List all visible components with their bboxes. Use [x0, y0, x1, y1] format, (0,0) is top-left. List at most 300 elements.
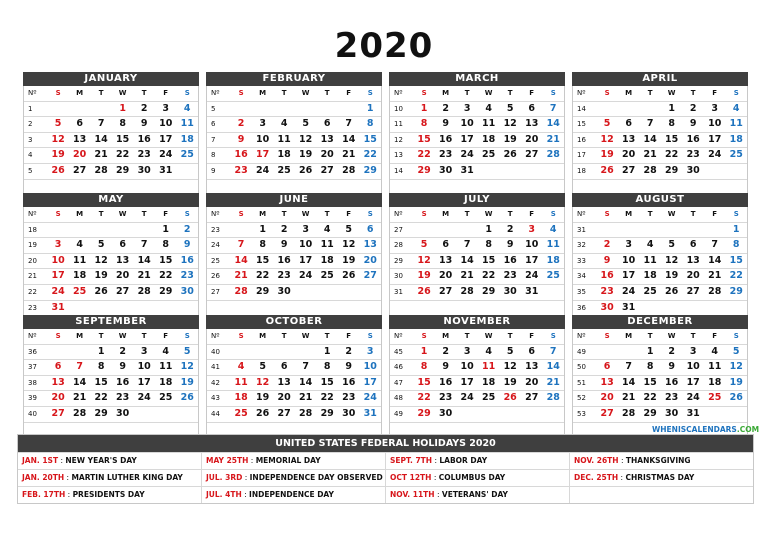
day-cell[interactable]: 4 [323, 223, 331, 235]
day-cell[interactable]: 24 [159, 149, 173, 161]
day-cell[interactable]: 31 [525, 285, 539, 297]
day-cell[interactable]: 14 [622, 376, 636, 388]
day-cell[interactable]: 12 [94, 254, 108, 266]
day-cell[interactable]: 29 [417, 164, 431, 176]
day-cell[interactable]: 29 [729, 285, 743, 297]
day-cell[interactable]: 28 [643, 164, 657, 176]
day-cell[interactable]: 7 [711, 239, 718, 251]
day-cell[interactable]: 5 [183, 345, 191, 357]
day-cell[interactable]: 2 [506, 223, 514, 235]
day-cell[interactable]: 1 [420, 102, 428, 114]
day-cell[interactable]: 18 [729, 133, 743, 145]
day-cell[interactable]: 25 [482, 392, 496, 404]
day-cell[interactable]: 13 [622, 133, 636, 145]
day-cell[interactable]: 16 [686, 133, 700, 145]
day-cell[interactable]: 23 [342, 392, 356, 404]
day-cell[interactable]: 20 [686, 270, 700, 282]
day-cell[interactable]: 19 [503, 376, 517, 388]
day-cell[interactable]: 26 [299, 164, 313, 176]
day-cell[interactable]: 29 [665, 164, 679, 176]
day-cell[interactable]: 19 [256, 392, 270, 404]
day-cell[interactable]: 11 [643, 254, 657, 266]
day-cell[interactable]: 19 [299, 149, 313, 161]
day-cell[interactable]: 1 [485, 223, 492, 235]
day-cell[interactable]: 30 [342, 407, 356, 419]
day-cell[interactable]: 11 [234, 376, 248, 388]
day-cell[interactable]: 6 [280, 361, 288, 373]
day-cell[interactable]: 28 [299, 407, 313, 419]
day-cell[interactable]: 17 [159, 133, 173, 145]
day-cell[interactable]: 1 [162, 223, 169, 235]
day-cell[interactable]: 28 [342, 164, 356, 176]
day-cell[interactable]: 13 [439, 254, 453, 266]
day-cell[interactable]: 24 [460, 392, 474, 404]
day-cell[interactable]: 1 [732, 223, 740, 235]
day-cell[interactable]: 21 [546, 376, 560, 388]
day-cell[interactable]: 23 [116, 392, 130, 404]
day-cell[interactable]: 2 [442, 102, 449, 114]
day-cell[interactable]: 17 [51, 270, 65, 282]
day-cell[interactable]: 1 [259, 223, 266, 235]
day-cell[interactable]: 4 [646, 239, 654, 251]
day-cell[interactable]: 21 [708, 270, 722, 282]
day-cell[interactable]: 21 [546, 133, 560, 145]
day-cell[interactable]: 10 [256, 133, 270, 145]
day-cell[interactable]: 19 [600, 149, 614, 161]
day-cell[interactable]: 6 [603, 361, 611, 373]
day-cell[interactable]: 23 [439, 149, 453, 161]
day-cell[interactable]: 10 [686, 361, 700, 373]
day-cell[interactable]: 26 [94, 285, 108, 297]
day-cell[interactable]: 17 [299, 254, 313, 266]
day-cell[interactable]: 28 [546, 149, 560, 161]
day-cell[interactable]: 23 [277, 270, 291, 282]
day-cell[interactable]: 11 [729, 118, 743, 130]
day-cell[interactable]: 29 [116, 164, 130, 176]
day-cell[interactable]: 27 [686, 285, 700, 297]
day-cell[interactable]: 15 [94, 376, 108, 388]
day-cell[interactable]: 21 [622, 392, 636, 404]
day-cell[interactable]: 3 [259, 118, 266, 130]
day-cell[interactable]: 7 [140, 239, 148, 251]
day-cell[interactable]: 29 [482, 285, 496, 297]
day-cell[interactable]: 22 [320, 392, 334, 404]
day-cell[interactable]: 24 [137, 392, 151, 404]
day-cell[interactable]: 10 [363, 361, 377, 373]
day-cell[interactable]: 18 [708, 376, 722, 388]
day-cell[interactable]: 6 [689, 239, 697, 251]
day-cell[interactable]: 15 [159, 254, 173, 266]
day-cell[interactable]: 13 [116, 254, 130, 266]
day-cell[interactable]: 22 [116, 149, 130, 161]
day-cell[interactable]: 18 [546, 254, 560, 266]
day-cell[interactable]: 26 [256, 407, 270, 419]
day-cell[interactable]: 31 [51, 301, 65, 313]
day-cell[interactable]: 27 [363, 270, 377, 282]
day-cell[interactable]: 4 [549, 223, 557, 235]
day-cell[interactable]: 13 [320, 133, 334, 145]
day-cell[interactable]: 10 [460, 361, 474, 373]
day-cell[interactable]: 2 [689, 102, 697, 114]
day-cell[interactable]: 31 [686, 407, 700, 419]
day-cell[interactable]: 4 [485, 345, 492, 357]
day-cell[interactable]: 24 [51, 285, 65, 297]
day-cell[interactable]: 16 [503, 254, 517, 266]
day-cell[interactable]: 12 [729, 361, 743, 373]
day-cell[interactable]: 11 [546, 239, 560, 251]
day-cell[interactable]: 12 [600, 133, 614, 145]
day-cell[interactable]: 14 [708, 254, 722, 266]
day-cell[interactable]: 15 [320, 376, 334, 388]
day-cell[interactable]: 4 [183, 102, 191, 114]
day-cell[interactable]: 19 [729, 376, 743, 388]
day-cell[interactable]: 11 [73, 254, 87, 266]
day-cell[interactable]: 30 [686, 164, 700, 176]
day-cell[interactable]: 29 [417, 407, 431, 419]
day-cell[interactable]: 7 [646, 118, 654, 130]
day-cell[interactable]: 22 [159, 270, 173, 282]
day-cell[interactable]: 20 [116, 270, 130, 282]
day-cell[interactable]: 17 [525, 254, 539, 266]
day-cell[interactable]: 6 [528, 345, 535, 357]
day-cell[interactable]: 15 [643, 376, 657, 388]
day-cell[interactable]: 9 [442, 118, 449, 130]
day-cell[interactable]: 28 [234, 285, 248, 297]
day-cell[interactable]: 14 [94, 133, 108, 145]
day-cell[interactable]: 14 [643, 133, 657, 145]
day-cell[interactable]: 28 [708, 285, 722, 297]
day-cell[interactable]: 15 [729, 254, 743, 266]
day-cell[interactable]: 16 [137, 133, 151, 145]
day-cell[interactable]: 8 [485, 239, 492, 251]
day-cell[interactable]: 26 [600, 164, 614, 176]
day-cell[interactable]: 30 [439, 164, 453, 176]
day-cell[interactable]: 3 [528, 223, 535, 235]
day-cell[interactable]: 19 [342, 254, 356, 266]
day-cell[interactable]: 26 [51, 164, 65, 176]
day-cell[interactable]: 12 [256, 376, 270, 388]
day-cell[interactable]: 13 [73, 133, 87, 145]
day-cell[interactable]: 12 [299, 133, 313, 145]
day-cell[interactable]: 21 [137, 270, 151, 282]
day-cell[interactable]: 16 [234, 149, 248, 161]
day-cell[interactable]: 1 [420, 345, 428, 357]
day-cell[interactable]: 20 [525, 133, 539, 145]
day-cell[interactable]: 22 [94, 392, 108, 404]
day-cell[interactable]: 9 [237, 133, 245, 145]
day-cell[interactable]: 9 [603, 254, 611, 266]
day-cell[interactable]: 22 [482, 270, 496, 282]
day-cell[interactable]: 9 [345, 361, 352, 373]
watermark[interactable] [652, 425, 759, 434]
day-cell[interactable]: 17 [708, 133, 722, 145]
day-cell[interactable]: 4 [485, 102, 492, 114]
day-cell[interactable]: 27 [525, 149, 539, 161]
day-cell[interactable]: 19 [665, 270, 679, 282]
day-cell[interactable]: 20 [622, 149, 636, 161]
day-cell[interactable]: 3 [140, 345, 148, 357]
day-cell[interactable]: 29 [363, 164, 377, 176]
day-cell[interactable]: 18 [482, 133, 496, 145]
day-cell[interactable]: 23 [665, 392, 679, 404]
day-cell[interactable]: 18 [73, 270, 87, 282]
day-cell[interactable]: 9 [280, 239, 288, 251]
day-cell[interactable]: 16 [600, 270, 614, 282]
day-cell[interactable]: 18 [180, 133, 194, 145]
day-cell[interactable]: 8 [420, 361, 428, 373]
day-cell[interactable]: 20 [51, 392, 65, 404]
day-cell[interactable]: 24 [525, 270, 539, 282]
day-cell[interactable]: 30 [116, 407, 130, 419]
day-cell[interactable]: 28 [73, 407, 87, 419]
day-cell[interactable]: 10 [159, 118, 173, 130]
day-cell[interactable]: 24 [256, 164, 270, 176]
day-cell[interactable]: 25 [320, 270, 334, 282]
day-cell[interactable]: 10 [51, 254, 65, 266]
day-cell[interactable]: 10 [525, 239, 539, 251]
day-cell[interactable]: 27 [525, 392, 539, 404]
day-cell[interactable]: 24 [622, 285, 636, 297]
day-cell[interactable]: 11 [180, 118, 194, 130]
day-cell[interactable]: 15 [665, 133, 679, 145]
day-cell[interactable]: 15 [116, 133, 130, 145]
day-cell[interactable]: 14 [546, 118, 560, 130]
day-cell[interactable]: 12 [503, 118, 517, 130]
day-cell[interactable]: 6 [323, 118, 331, 130]
day-cell[interactable]: 8 [366, 118, 374, 130]
day-cell[interactable]: 13 [525, 118, 539, 130]
day-cell[interactable]: 3 [366, 345, 374, 357]
day-cell[interactable]: 18 [643, 270, 657, 282]
day-cell[interactable]: 11 [320, 239, 334, 251]
day-cell[interactable]: 17 [460, 133, 474, 145]
day-cell[interactable]: 5 [603, 118, 611, 130]
day-cell[interactable]: 27 [600, 407, 614, 419]
day-cell[interactable]: 15 [417, 376, 431, 388]
day-cell[interactable]: 27 [439, 285, 453, 297]
day-cell[interactable]: 8 [732, 239, 740, 251]
day-cell[interactable]: 21 [643, 149, 657, 161]
day-cell[interactable]: 7 [625, 361, 632, 373]
day-cell[interactable]: 16 [439, 133, 453, 145]
day-cell[interactable]: 18 [482, 376, 496, 388]
day-cell[interactable]: 29 [256, 285, 270, 297]
day-cell[interactable]: 7 [463, 239, 471, 251]
day-cell[interactable]: 13 [600, 376, 614, 388]
day-cell[interactable]: 5 [259, 361, 266, 373]
day-cell[interactable]: 15 [482, 254, 496, 266]
day-cell[interactable]: 17 [622, 270, 636, 282]
day-cell[interactable]: 13 [277, 376, 291, 388]
day-cell[interactable]: 28 [546, 392, 560, 404]
day-cell[interactable]: 27 [116, 285, 130, 297]
day-cell[interactable]: 14 [342, 133, 356, 145]
day-cell[interactable]: 15 [417, 133, 431, 145]
day-cell[interactable]: 10 [460, 118, 474, 130]
day-cell[interactable]: 25 [546, 270, 560, 282]
day-cell[interactable]: 8 [119, 118, 126, 130]
day-cell[interactable]: 14 [299, 376, 313, 388]
day-cell[interactable]: 20 [439, 270, 453, 282]
day-cell[interactable]: 22 [665, 149, 679, 161]
day-cell[interactable]: 10 [708, 118, 722, 130]
day-cell[interactable]: 31 [159, 164, 173, 176]
day-cell[interactable]: 16 [342, 376, 356, 388]
day-cell[interactable]: 25 [180, 149, 194, 161]
day-cell[interactable]: 9 [506, 239, 514, 251]
day-cell[interactable]: 16 [116, 376, 130, 388]
day-cell[interactable]: 2 [668, 345, 675, 357]
day-cell[interactable]: 26 [665, 285, 679, 297]
day-cell[interactable]: 25 [73, 285, 87, 297]
day-cell[interactable]: 14 [73, 376, 87, 388]
day-cell[interactable]: 10 [137, 361, 151, 373]
day-cell[interactable]: 21 [342, 149, 356, 161]
day-cell[interactable]: 21 [460, 270, 474, 282]
day-cell[interactable]: 28 [94, 164, 108, 176]
day-cell[interactable]: 23 [180, 270, 194, 282]
day-cell[interactable]: 14 [137, 254, 151, 266]
day-cell[interactable]: 28 [460, 285, 474, 297]
day-cell[interactable]: 14 [546, 361, 560, 373]
day-cell[interactable]: 3 [463, 345, 471, 357]
day-cell[interactable]: 11 [708, 361, 722, 373]
day-cell[interactable]: 16 [439, 376, 453, 388]
day-cell[interactable]: 5 [345, 223, 352, 235]
day-cell[interactable]: 17 [686, 376, 700, 388]
day-cell[interactable]: 26 [342, 270, 356, 282]
day-cell[interactable]: 30 [600, 301, 614, 313]
day-cell[interactable]: 20 [363, 254, 377, 266]
day-cell[interactable]: 25 [159, 392, 173, 404]
day-cell[interactable]: 24 [460, 149, 474, 161]
day-cell[interactable]: 20 [600, 392, 614, 404]
day-cell[interactable]: 26 [503, 149, 517, 161]
day-cell[interactable]: 30 [439, 407, 453, 419]
day-cell[interactable]: 16 [665, 376, 679, 388]
day-cell[interactable]: 14 [460, 254, 474, 266]
day-cell[interactable]: 5 [54, 118, 62, 130]
day-cell[interactable]: 8 [323, 361, 331, 373]
day-cell[interactable]: 2 [442, 345, 449, 357]
day-cell[interactable]: 24 [299, 270, 313, 282]
day-cell[interactable]: 30 [277, 285, 291, 297]
day-cell[interactable]: 22 [417, 392, 431, 404]
day-cell[interactable]: 7 [302, 361, 309, 373]
day-cell[interactable]: 21 [299, 392, 313, 404]
day-cell[interactable]: 2 [280, 223, 288, 235]
day-cell[interactable]: 22 [643, 392, 657, 404]
day-cell[interactable]: 20 [277, 392, 291, 404]
day-cell[interactable]: 23 [234, 164, 248, 176]
day-cell[interactable]: 18 [159, 376, 173, 388]
day-cell[interactable]: 26 [417, 285, 431, 297]
day-cell[interactable]: 29 [159, 285, 173, 297]
day-cell[interactable]: 25 [708, 392, 722, 404]
day-cell[interactable]: 16 [180, 254, 194, 266]
day-cell[interactable]: 9 [442, 361, 449, 373]
day-cell[interactable]: 6 [54, 361, 62, 373]
day-cell[interactable]: 30 [665, 407, 679, 419]
day-cell[interactable]: 20 [73, 149, 87, 161]
day-cell[interactable]: 7 [549, 102, 557, 114]
day-cell[interactable]: 26 [180, 392, 194, 404]
day-cell[interactable]: 18 [320, 254, 334, 266]
day-cell[interactable]: 23 [600, 285, 614, 297]
day-cell[interactable]: 7 [237, 239, 245, 251]
day-cell[interactable]: 3 [162, 102, 169, 114]
day-cell[interactable]: 25 [234, 407, 248, 419]
day-cell[interactable]: 21 [234, 270, 248, 282]
day-cell[interactable]: 7 [345, 118, 352, 130]
day-cell[interactable]: 31 [622, 301, 636, 313]
day-cell[interactable]: 21 [94, 149, 108, 161]
day-cell[interactable]: 26 [503, 392, 517, 404]
day-cell[interactable]: 7 [76, 361, 83, 373]
day-cell[interactable]: 22 [256, 270, 270, 282]
day-cell[interactable]: 8 [259, 239, 266, 251]
day-cell[interactable]: 18 [277, 149, 291, 161]
day-cell[interactable]: 9 [668, 361, 675, 373]
day-cell[interactable]: 2 [345, 345, 352, 357]
day-cell[interactable]: 18 [234, 392, 248, 404]
day-cell[interactable]: 2 [603, 239, 611, 251]
day-cell[interactable]: 8 [162, 239, 169, 251]
day-cell[interactable]: 4 [76, 239, 83, 251]
day-cell[interactable]: 23 [439, 392, 453, 404]
day-cell[interactable]: 30 [137, 164, 151, 176]
day-cell[interactable]: 6 [625, 118, 632, 130]
day-cell[interactable]: 25 [482, 149, 496, 161]
day-cell[interactable]: 22 [729, 270, 743, 282]
day-cell[interactable]: 17 [137, 376, 151, 388]
day-cell[interactable]: 3 [711, 102, 718, 114]
day-cell[interactable]: 11 [277, 133, 291, 145]
day-cell[interactable]: 7 [549, 345, 557, 357]
day-cell[interactable]: 21 [73, 392, 87, 404]
day-cell[interactable]: 4 [237, 361, 245, 373]
day-cell[interactable]: 12 [417, 254, 431, 266]
day-cell[interactable]: 17 [460, 376, 474, 388]
day-cell[interactable]: 23 [686, 149, 700, 161]
day-cell[interactable]: 5 [302, 118, 309, 130]
day-cell[interactable]: 3 [54, 239, 62, 251]
day-cell[interactable]: 8 [97, 361, 105, 373]
day-cell[interactable]: 12 [180, 361, 194, 373]
day-cell[interactable]: 29 [94, 407, 108, 419]
day-cell[interactable]: 8 [646, 361, 654, 373]
day-cell[interactable]: 19 [417, 270, 431, 282]
day-cell[interactable]: 12 [51, 133, 65, 145]
day-cell[interactable]: 13 [363, 239, 377, 251]
day-cell[interactable]: 3 [689, 345, 697, 357]
day-cell[interactable]: 15 [363, 133, 377, 145]
day-cell[interactable]: 24 [686, 392, 700, 404]
day-cell[interactable]: 9 [689, 118, 697, 130]
day-cell[interactable]: 1 [668, 102, 675, 114]
day-cell[interactable]: 8 [668, 118, 675, 130]
day-cell[interactable]: 24 [363, 392, 377, 404]
day-cell[interactable]: 2 [140, 102, 148, 114]
day-cell[interactable]: 13 [686, 254, 700, 266]
day-cell[interactable]: 6 [442, 239, 449, 251]
day-cell[interactable]: 12 [503, 361, 517, 373]
day-cell[interactable]: 19 [51, 149, 65, 161]
day-cell[interactable]: 1 [323, 345, 331, 357]
day-cell[interactable]: 5 [506, 102, 514, 114]
day-cell[interactable]: 17 [363, 376, 377, 388]
day-cell[interactable]: 6 [76, 118, 83, 130]
